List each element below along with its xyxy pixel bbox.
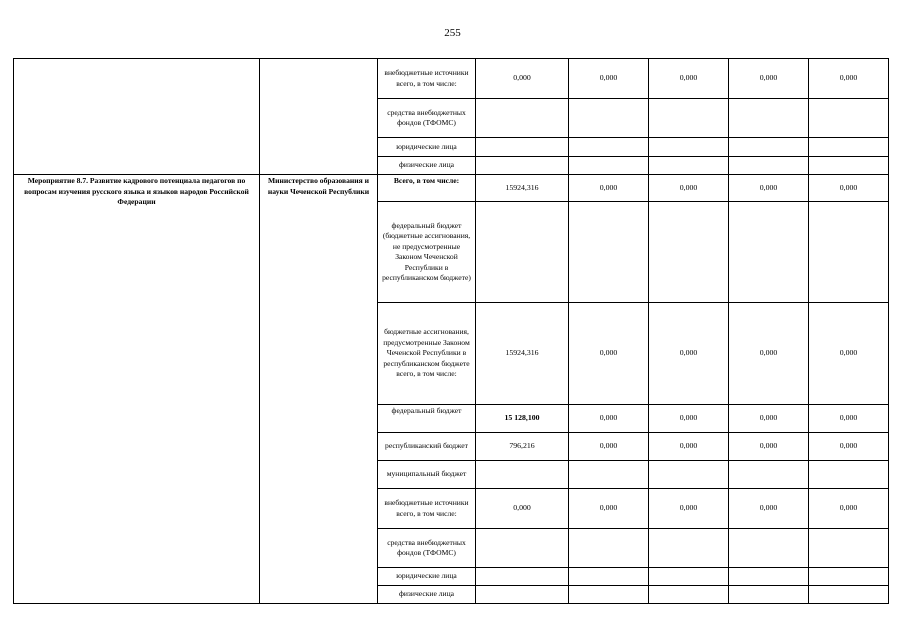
value-cell: [729, 202, 809, 303]
measure-executor: Министерство образования и науки Чеченской Республики: [260, 175, 378, 604]
value-cell: 15924,316: [476, 303, 569, 405]
left-empty-cell: [14, 59, 260, 175]
value-cell: 0,000: [649, 59, 729, 99]
value-cell: 15924,316: [476, 175, 569, 202]
source-cell: внебюджетные источники всего, в том числе:: [378, 59, 476, 99]
source-cell: физические лица: [378, 157, 476, 175]
source-cell: физические лица: [378, 586, 476, 604]
value-cell: [729, 99, 809, 138]
value-cell: [649, 157, 729, 175]
value-cell: 0,000: [476, 59, 569, 99]
source-cell: федеральный бюджет (бюджетные ассигнования, не предусмотренные Законом Чеченской Республики в республиканском бюджете): [378, 202, 476, 303]
value-cell: [809, 568, 889, 586]
value-cell: [569, 99, 649, 138]
value-cell: [809, 461, 889, 489]
value-cell: 0,000: [569, 405, 649, 433]
value-cell: [569, 157, 649, 175]
value-cell: [729, 138, 809, 157]
value-cell: 0,000: [569, 175, 649, 202]
source-cell: средства внебюджетных фондов (ТФОМС): [378, 529, 476, 568]
value-cell: [649, 461, 729, 489]
value-cell: 0,000: [476, 489, 569, 529]
dept-empty-cell: [260, 59, 378, 175]
value-cell: 0,000: [649, 303, 729, 405]
value-cell: 15 128,100: [476, 405, 569, 433]
value-cell: [476, 586, 569, 604]
value-cell: [569, 461, 649, 489]
value-cell: [729, 529, 809, 568]
value-cell: [809, 529, 889, 568]
value-cell: [809, 586, 889, 604]
value-cell: 0,000: [809, 489, 889, 529]
table-row: [14, 59, 889, 99]
value-cell: [729, 157, 809, 175]
value-cell: [809, 138, 889, 157]
value-cell: [649, 529, 729, 568]
value-cell: [476, 568, 569, 586]
value-cell: [476, 99, 569, 138]
value-cell: [569, 138, 649, 157]
source-cell: республиканский бюджет: [378, 433, 476, 461]
value-cell: 0,000: [649, 175, 729, 202]
value-cell: 796,216: [476, 433, 569, 461]
table-row: [14, 175, 889, 202]
value-cell: [476, 202, 569, 303]
value-cell: [649, 568, 729, 586]
value-cell: 0,000: [649, 489, 729, 529]
value-cell: 0,000: [729, 303, 809, 405]
source-cell: внебюджетные источники всего, в том числе:: [378, 489, 476, 529]
value-cell: 0,000: [729, 59, 809, 99]
value-cell: [649, 99, 729, 138]
value-cell: [569, 586, 649, 604]
value-cell: [809, 202, 889, 303]
value-cell: [809, 99, 889, 138]
value-cell: [649, 202, 729, 303]
value-cell: 0,000: [729, 433, 809, 461]
value-cell: [729, 586, 809, 604]
source-cell: бюджетные ассигнования, предусмотренные Законом Чеченской Республики в республиканском бюджете всего, в том числе:: [378, 303, 476, 405]
value-cell: 0,000: [569, 303, 649, 405]
source-cell: юридические лица: [378, 138, 476, 157]
value-cell: [809, 157, 889, 175]
value-cell: 0,000: [809, 59, 889, 99]
value-cell: 0,000: [809, 433, 889, 461]
value-cell: 0,000: [569, 59, 649, 99]
value-cell: 0,000: [569, 433, 649, 461]
measure-title: Мероприятие 8.7. Развитие кадрового потенциала педагогов по вопросам изучения русского языка и языков народов Российской Федерации: [14, 175, 260, 604]
value-cell: 0,000: [809, 175, 889, 202]
source-cell: Всего, в том числе:: [378, 175, 476, 202]
value-cell: [569, 568, 649, 586]
value-cell: 0,000: [729, 489, 809, 529]
value-cell: [476, 461, 569, 489]
value-cell: [476, 138, 569, 157]
value-cell: 0,000: [729, 175, 809, 202]
value-cell: 0,000: [649, 433, 729, 461]
value-cell: 0,000: [809, 303, 889, 405]
value-cell: [476, 529, 569, 568]
value-cell: [569, 529, 649, 568]
source-cell: юридические лица: [378, 568, 476, 586]
value-cell: [729, 461, 809, 489]
source-cell: муниципальный бюджет: [378, 461, 476, 489]
value-cell: 0,000: [569, 489, 649, 529]
value-cell: [569, 202, 649, 303]
value-cell: 0,000: [649, 405, 729, 433]
budget-table: [13, 58, 889, 604]
value-cell: 0,000: [809, 405, 889, 433]
value-cell: [649, 138, 729, 157]
value-cell: [729, 568, 809, 586]
value-cell: [476, 157, 569, 175]
value-cell: [649, 586, 729, 604]
page-number: 255: [444, 27, 461, 39]
source-cell: средства внебюджетных фондов (ТФОМС): [378, 99, 476, 138]
source-cell: федеральный бюджет: [378, 405, 476, 433]
value-cell: 0,000: [729, 405, 809, 433]
